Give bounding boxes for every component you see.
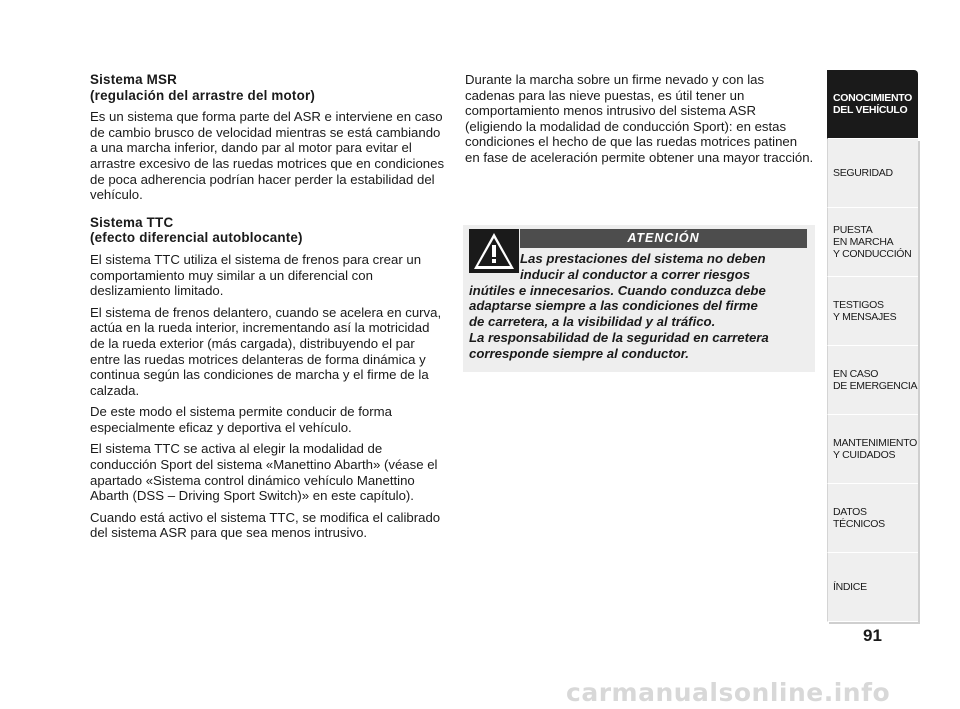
tab-seguridad[interactable] [827,139,918,208]
warning-line: adaptarse siempre a las condiciones del firme [469,298,758,314]
tab-label: Y CONDUCCIÓN [833,248,912,260]
ttc-paragraph-2: El sistema de frenos delantero, cuando se acelera en curva, actúa en la rueda interior, incrementando así la motricidad de la rueda exterior (más cargada), distribuyendo el par entre las ruedas motrices delanteras de forma dinámica y continua según las condiciones de marcha y el firme de la calzada. [90,304,442,398]
msr-heading [90,72,446,103]
tab-label: Y MENSAJES [833,311,897,323]
warning-line: inútiles e innecesarios. Cuando conduzca debe [469,282,766,298]
tab-puesta-en-marcha[interactable] [827,208,918,277]
tab-label: DEL VEHÍCULO [833,104,908,116]
msr-body: Es un sistema que forma parte del ASR e interviene en caso de cambio brusco de velocidad mientras se está cambiando a una marcha inferior, dando par al motor para evitar el arrastre excesivo de las ruedas motrices que en condiciones de poca adherencia podrían hacer perder la estabilidad del vehículo. [90,109,445,203]
snow-chains-paragraph: Durante la marcha sobre un firme nevado y con las cadenas para las nieve puestas, es útil tener un comportamiento menos intrusivo del sistema ASR (eligiendo la modalidad de conducción Sport): en estas condiciones el hecho de que las ruedas motrices patinen en fase de aceleración permite obtener una mayor tracción. [465,72,814,165]
tab-label: SEGURIDAD [833,167,893,179]
tab-label: Y CUIDADOS [833,449,896,461]
tab-label: EN CASO [833,368,879,380]
chapter-tabs [827,70,918,622]
ttc-paragraph-5: Cuando está activo el sistema TTC, se modifica el calibrado del sistema ASR para que sea menos intrusivo. [90,509,441,541]
page-number: 91 [863,626,882,645]
tab-conocimiento-del-vehiculo[interactable] [827,70,918,139]
ttc-paragraph-4: El sistema TTC se activa al elegir la modalidad de conducción Sport del sistema «Manettino Abarth» (véase el apartado «Sistema control dinámico vehículo Manettino Abarth (DSS – Driving Sport Switch)» en este capítulo). [90,441,438,504]
warning-line: inducir al conductor a correr riesgos [520,266,751,282]
tab-datos-tecnicos[interactable] [827,484,918,553]
ttc-title: Sistema TTC [90,214,174,230]
tab-label: MANTENIMIENTO [833,437,917,449]
ttc-paragraph-3: De este modo el sistema permite conducir de forma especialmente eficaz y deportiva el vehículo. [90,404,392,435]
tab-testigos-y-mensajes[interactable] [827,277,918,346]
tab-label: EN MARCHA [833,236,894,248]
tab-indice[interactable] [827,553,918,622]
warning-line: Las prestaciones del sistema no deben [520,251,766,266]
ttc-heading [90,215,446,246]
warning-line: La responsabilidad de la seguridad en carretera [469,329,769,345]
watermark: carmanualsonline.info [566,678,891,707]
left-column [90,72,446,547]
warning-line: corresponde siempre al conductor. [469,345,689,361]
warning-box [463,225,815,372]
warning-line: de carretera, a la visibilidad y al tráfico. [469,314,716,330]
tab-label: CONOCIMIENTO [833,92,913,104]
tab-mantenimiento-y-cuidados[interactable] [827,415,918,484]
msr-title: Sistema MSR [90,72,178,87]
tab-label: TESTIGOS [833,299,884,311]
tab-label: DE EMERGENCIA [833,380,918,392]
warning-header: ATENCIÓN [520,229,807,248]
ttc-subtitle: (efecto diferencial autoblocante) [90,230,303,246]
tab-label: ÍNDICE [833,581,867,593]
ttc-paragraph-1: El sistema TTC utiliza el sistema de frenos para crear un comportamiento muy similar a un diferencial con deslizamiento limitado. [90,251,422,299]
right-column [465,72,815,166]
warning-text [469,251,809,362]
tab-label: PUESTA [833,224,873,236]
tab-label: DATOS TÉCNICOS [833,506,885,530]
tab-en-caso-de-emergencia[interactable] [827,346,918,415]
msr-subtitle: (regulación del arrastre del motor) [90,87,316,103]
